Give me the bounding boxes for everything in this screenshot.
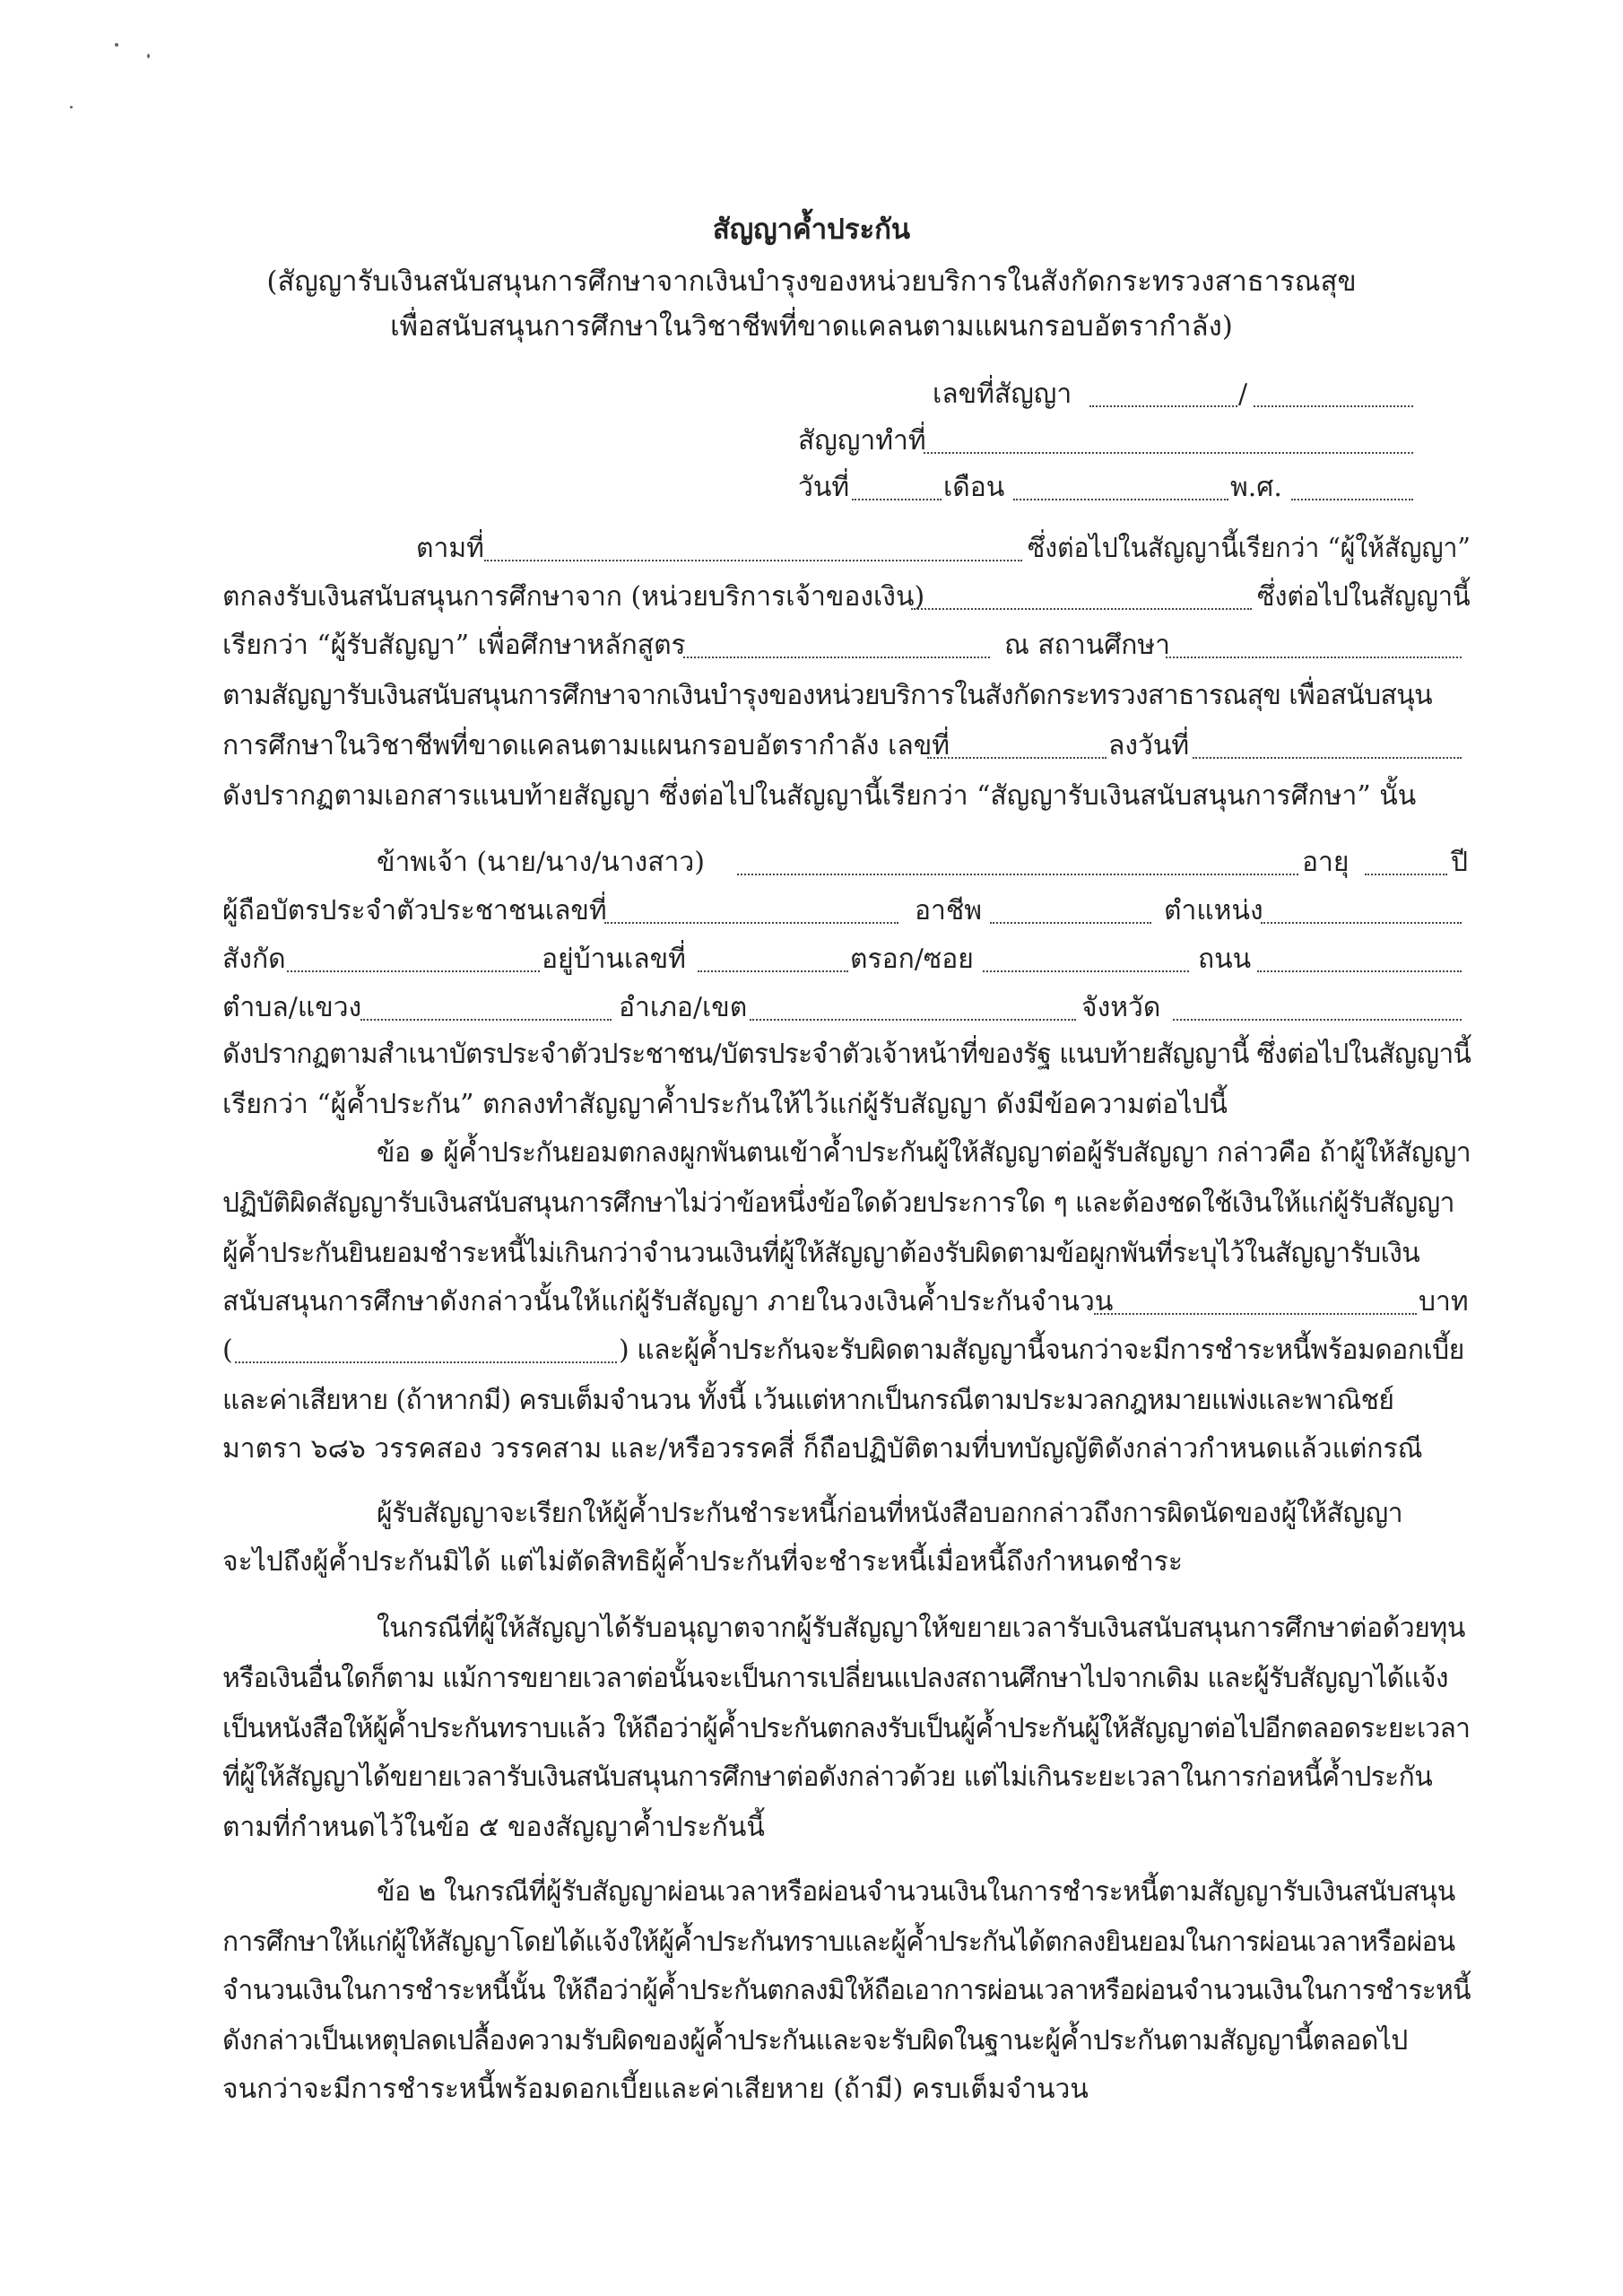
- intro-line-3b: ณ สถานศึกษา: [1004, 630, 1171, 661]
- clause1-line-1: ข้อ ๑ ผู้ค้ำประกันยอมตกลงผูกพันตนเข้าค้ำประกันผู้ให้สัญญาต่อผู้รับสัญญา กล่าวคือ ถ้าผู้ให้สัญญา: [377, 1137, 1471, 1169]
- guarantor-line-1b: อายุ: [1302, 847, 1350, 878]
- clause1-line-4a: สนับสนุนการศึกษาดังกล่าวนั้นให้แก่ผู้รับสัญญา ภายในวงเงินค้ำประกันจำนวน: [222, 1286, 1114, 1318]
- para2-line-1: ผู้รับสัญญาจะเรียกให้ผู้ค้ำประกันชำระหนี้ก่อนที่หนังสือบอกกล่าวถึงการผิดนัดของผู้ให้สัญญา: [377, 1498, 1403, 1529]
- district-field[interactable]: [750, 1019, 1076, 1021]
- intro-line-5b: ลงวันที่: [1108, 730, 1190, 761]
- scan-speck: [147, 54, 150, 58]
- contract-no-slash: /: [1238, 378, 1248, 410]
- clause2-line-1: ข้อ ๒ ในกรณีที่ผู้รับสัญญาผ่อนเวลาหรือผ่อนจำนวนเงินในการชำระหนี้ตามสัญญารับเงินสนับสนุน: [377, 1876, 1455, 1908]
- clause2-line-3: จำนวนเงินในการชำระหนี้นั้น ให้ถือว่าผู้ค้ำประกันตกลงมิให้ถือเอาการผ่อนเวลาหรือผ่อนจำนวนเงินในการชำระหนี้: [222, 1975, 1471, 2006]
- date-label: วันที่: [798, 472, 850, 503]
- guarantor-name-field[interactable]: [737, 874, 1298, 875]
- guarantor-line-4c: จังหวัด: [1081, 992, 1161, 1023]
- made-at-label: สัญญาทำที่: [798, 425, 926, 457]
- para2-line-2: จะไปถึงผู้ค้ำประกันมิได้ แต่ไม่ตัดสิทธิผู้ค้ำประกันที่จะชำระหนี้เมื่อหนี้ถึงกำหนดชำระ: [222, 1546, 1183, 1578]
- guarantor-line-3a: สังกัด: [222, 944, 286, 975]
- clause2-line-4: ดังกล่าวเป็นเหตุปลดเปลื้องความรับผิดของผู้ค้ำประกันและจะรับผิดในฐานะผู้ค้ำประกันตามสัญญานี้ตลอดไป: [222, 2025, 1408, 2057]
- guarantor-line-5: ดังปรากฏตามสำเนาบัตรประจำตัวประชาชน/บัตรประจำตัวเจ้าหน้าที่ของรัฐ แนบท้ายสัญญานี้ ซึ่งต่อไปในสัญญานี้: [222, 1039, 1471, 1070]
- guarantor-line-3d: ถนน: [1198, 944, 1252, 975]
- province-field[interactable]: [1173, 1019, 1462, 1021]
- document-subtitle-2: เพื่อสนับสนุนการศึกษาในวิชาชีพที่ขาดแคลนตามแผนกรอบอัตรากำลัง): [390, 310, 1233, 343]
- intro-line-4: ตามสัญญารับเงินสนับสนุนการศึกษาจากเงินบำรุงของหน่วยบริการในสังกัดกระทรวงสาธารณสุข เพื่อสนับสนุน: [222, 680, 1433, 711]
- clause1-line-6: และค่าเสียหาย (ถ้าหากมี) ครบเต็มจำนวน ทั้งนี้ เว้นแต่หากเป็นกรณีตามประมวลกฎหมายแพ่งและพาณิชย์: [222, 1385, 1394, 1416]
- position-field[interactable]: [1261, 922, 1462, 924]
- clause1-line-5b: ) และผู้ค้ำประกันจะรับผิดตามสัญญานี้จนกว่าจะมีการชำระหนี้พร้อมดอกเบี้ย: [619, 1335, 1464, 1366]
- occupation-field[interactable]: [990, 922, 1151, 924]
- guarantor-line-6: เรียกว่า “ผู้ค้ำประกัน” ตกลงทำสัญญาค้ำประกันให้ไว้แก่ผู้รับสัญญา ดังมีข้อความต่อไปนี้: [222, 1089, 1228, 1120]
- clause2-line-5: จนกว่าจะมีการชำระหนี้พร้อมดอกเบี้ยและค่าเสียหาย (ถ้ามี) ครบเต็มจำนวน: [222, 2074, 1089, 2105]
- guarantor-line-2b: อาชีพ: [915, 895, 982, 926]
- day-field[interactable]: [852, 499, 942, 500]
- guarantor-line-1c: ปี: [1451, 847, 1469, 878]
- id-number-field[interactable]: [604, 922, 898, 924]
- year-label: พ.ศ.: [1230, 472, 1282, 503]
- funding-unit-field[interactable]: [911, 608, 1252, 610]
- month-label: เดือน: [943, 472, 1005, 503]
- year-field[interactable]: [1291, 499, 1413, 500]
- contract-year-field[interactable]: [1254, 405, 1413, 407]
- clause1-line-4b: บาท: [1419, 1286, 1469, 1318]
- scan-speck: [115, 43, 118, 47]
- alley-field[interactable]: [983, 970, 1189, 972]
- intro-line-1b: ซึ่งต่อไปในสัญญานี้เรียกว่า “ผู้ให้สัญญา”: [1028, 533, 1471, 564]
- guarantor-line-4a: ตำบล/แขวง: [222, 992, 362, 1023]
- intro-line-6: ดังปรากฏตามเอกสารแนบท้ายสัญญา ซึ่งต่อไปในสัญญานี้เรียกว่า “สัญญารับเงินสนับสนุนการศึกษา” นั้น: [222, 780, 1417, 812]
- guarantor-line-3c: ตรอก/ซอย: [850, 944, 974, 975]
- guarantor-line-1a: ข้าพเจ้า (นาย/นาง/นางสาว): [377, 847, 705, 878]
- support-contract-no-field[interactable]: [927, 757, 1107, 759]
- document-title: สัญญาค้ำประกัน: [712, 213, 911, 246]
- course-field[interactable]: [683, 657, 990, 658]
- made-at-field[interactable]: [924, 452, 1413, 454]
- para3-line-3: เป็นหนังสือให้ผู้ค้ำประกันทราบแล้ว ให้ถือว่าผู้ค้ำประกันตกลงรับเป็นผู้ค้ำประกันผู้ให้สัญญาต่อไปอีกตลอดระยะเวลา: [222, 1713, 1471, 1744]
- intro-line-2b: ซึ่งต่อไปในสัญญานี้: [1257, 581, 1471, 613]
- subdistrict-field[interactable]: [360, 1019, 612, 1021]
- support-contract-date-field[interactable]: [1193, 757, 1462, 759]
- borrower-name-field[interactable]: [484, 560, 1022, 561]
- clause1-line-5a: (: [222, 1335, 233, 1366]
- para3-line-1: ในกรณีที่ผู้ให้สัญญาได้รับอนุญาตจากผู้รับสัญญาให้ขยายเวลารับเงินสนับสนุนการศึกษาต่อด้วยทุน: [377, 1613, 1465, 1644]
- guarantor-line-4b: อำเภอ/เขต: [619, 992, 748, 1023]
- institution-field[interactable]: [1166, 657, 1462, 658]
- clause1-line-2: ปฏิบัติผิดสัญญารับเงินสนับสนุนการศึกษาไม่ว่าข้อหนึ่งข้อใดด้วยประการใด ๆ และต้องชดใช้เงินให้แก่ผู้รับสัญญา: [222, 1187, 1454, 1219]
- guarantee-amount-words-field[interactable]: [235, 1361, 617, 1363]
- contract-no-label: เลขที่สัญญา: [933, 378, 1072, 410]
- scan-speck: [70, 106, 73, 109]
- clause1-line-3: ผู้ค้ำประกันยินยอมชำระหนี้ไม่เกินกว่าจำนวนเงินที่ผู้ให้สัญญาต้องรับผิดตามข้อผูกพันที่ระบุไว้ในสัญญารับเงิน: [222, 1238, 1420, 1269]
- month-field[interactable]: [1013, 499, 1228, 500]
- intro-line-3a: เรียกว่า “ผู้รับสัญญา” เพื่อศึกษาหลักสูตร: [222, 630, 686, 661]
- intro-line-2a: ตกลงรับเงินสนับสนุนการศึกษาจาก (หน่วยบริการเจ้าของเงิน): [222, 581, 925, 613]
- intro-line-1a: ตามที่: [416, 533, 484, 564]
- house-no-field[interactable]: [698, 970, 848, 972]
- clause1-line-7: มาตรา ๖๘๖ วรรคสอง วรรคสาม และ/หรือวรรคสี่ ก็ถือปฏิบัติตามที่บทบัญญัติดังกล่าวกำหนดแล้วแต่กรณี: [222, 1433, 1423, 1465]
- para3-line-4: ที่ผู้ให้สัญญาได้ขยายเวลารับเงินสนับสนุนการศึกษาต่อดังกล่าวด้วย แต่ไม่เกินระยะเวลาในการก่อหนี้ค้ำประกัน: [222, 1761, 1433, 1793]
- guarantor-age-field[interactable]: [1365, 874, 1447, 875]
- document-subtitle-1: (สัญญารับเงินสนับสนุนการศึกษาจากเงินบำรุงของหน่วยบริการในสังกัดกระทรวงสาธารณสุข: [266, 265, 1357, 298]
- guarantor-line-3b: อยู่บ้านเลขที่: [542, 944, 686, 975]
- clause2-line-2: การศึกษาให้แก่ผู้ให้สัญญาโดยได้แจ้งให้ผู้ค้ำประกันทราบและผู้ค้ำประกันได้ตกลงยินยอมในการผ่อนเวลาหรือผ่อน: [222, 1926, 1455, 1958]
- intro-line-5a: การศึกษาในวิชาชีพที่ขาดแคลนตามแผนกรอบอัตรากำลัง เลขที่: [222, 730, 950, 761]
- para3-line-2: หรือเงินอื่นใดก็ตาม แม้การขยายเวลาต่อนั้นจะเป็นการเปลี่ยนแปลงสถานศึกษาไปจากเดิม และผู้รับสัญญาได้แจ้ง: [222, 1663, 1448, 1694]
- para3-line-5: ตามที่กำหนดไว้ในข้อ ๕ ของสัญญาค้ำประกันนี้: [222, 1812, 765, 1843]
- guarantee-amount-field[interactable]: [1094, 1313, 1417, 1315]
- guarantor-line-2a: ผู้ถือบัตรประจำตัวประชาชนเลขที่: [222, 895, 607, 926]
- affiliation-field[interactable]: [287, 970, 540, 972]
- contract-no-field[interactable]: [1089, 405, 1237, 407]
- road-field[interactable]: [1257, 970, 1462, 972]
- guarantor-line-2c: ตำแหน่ง: [1164, 895, 1263, 926]
